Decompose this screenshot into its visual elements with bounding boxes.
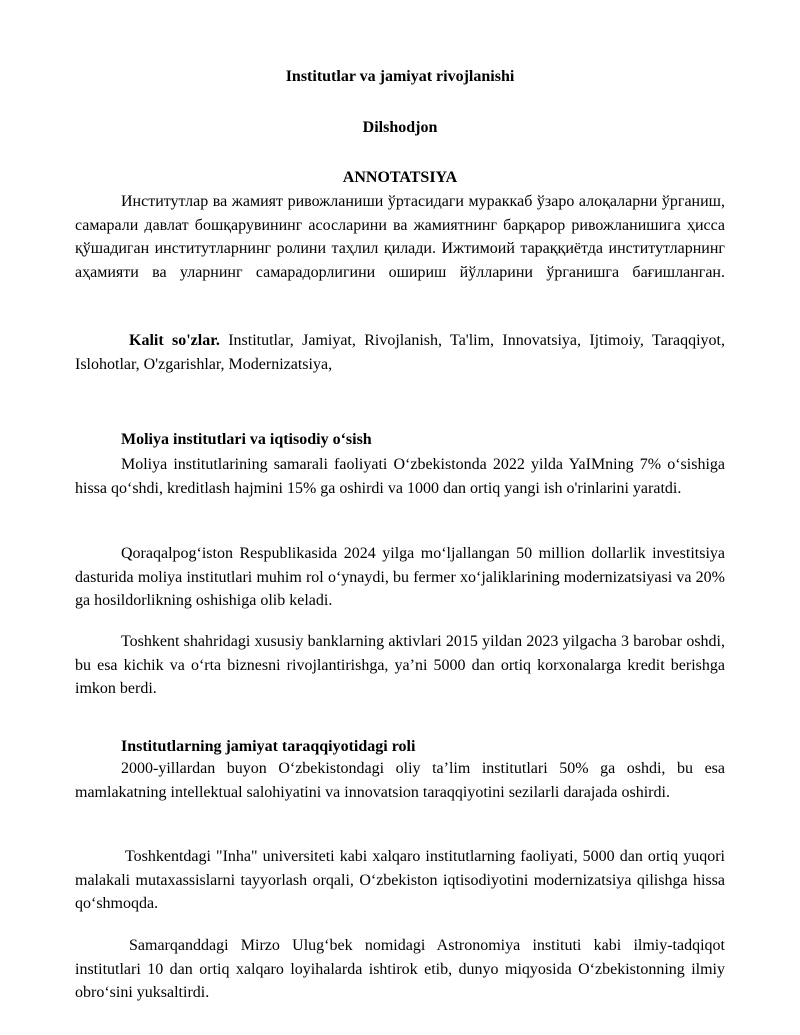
annotation-heading: ANNOTATSIYA xyxy=(342,169,458,186)
document-title: Institutlar va jamiyat rivojlanishi xyxy=(285,68,515,85)
author-name: Dilshodjon xyxy=(362,119,438,136)
keywords-list: Institutlar, Jamiyat, Rivojlanish, Ta'lim, Innovatsiya, Ijtimoiy, Taraqqiyot, Islohotlar, O'zgarishlar, Modernizatsiya, xyxy=(75,332,725,373)
section-heading-society: Institutlarning jamiyat taraqqiyotidagi roli xyxy=(121,738,416,755)
section-heading-finance: Moliya institutlari va iqtisodiy o‘sish xyxy=(121,431,372,448)
finance-paragraph-3: Toshkent shahridagi xususiy banklarning aktivlari 2015 yildan 2023 yilgacha 3 barobar oshdi, bu esa kichik va o‘rta biznesni rivojlantirishga, ya’ni 5000 dan ortiq korxonalarga kredit berishga imkon berdi. xyxy=(75,633,725,697)
society-paragraph-3: Samarqanddagi Mirzo Ulug‘bek nomidagi Astronomiya instituti kabi ilmiy-tadqiqot institutlari 10 dan ortiq xalqaro loyihalarda ishtirok etib, dunyo miqyosida O‘zbekistonning ilmiy obro‘sini yuksaltirdi. xyxy=(75,937,725,1001)
keywords-label: Kalit so'zlar. xyxy=(129,332,220,349)
society-paragraph-2: Toshkentdagi "Inha" universiteti kabi xalqaro institutlarning faoliyati, 5000 dan ortiq yuqori malakali mutaxassislarni tayyorlash orqali, O‘zbekiston iqtisodiyotini modernizatsiya qilishga hissa qo‘shmoqda. xyxy=(75,848,725,912)
keywords-paragraph xyxy=(75,329,725,376)
society-paragraph-1: 2000-yillardan buyon O‘zbekistondagi oliy ta’lim institutlari 50% ga oshdi, bu esa mamlakatning intellektual salohiyatini va innovatsion taraqqiyotini sezilarli darajada oshirdi. xyxy=(75,760,725,801)
finance-paragraph-1: Moliya institutlarining samarali faoliyati O‘zbekistonda 2022 yilda YaIMning 7% o‘sishiga hissa qo‘shdi, kreditlash hajmini 15% ga oshirdi va 1000 dan ortiq yangi ish o'rinlarini yaratdi. xyxy=(75,456,725,497)
finance-paragraph-2: Qoraqalpog‘iston Respublikasida 2024 yilga mo‘ljallangan 50 million dollarlik investitsiya dasturida moliya institutlari muhim rol o‘ynaydi, bu fermer xo‘jaliklarining modernizatsiyasi va 20% ga hosildorlikning oshishiga olib keladi. xyxy=(75,545,725,609)
annotation-text: Институтлар ва жамият ривожланиши ўртасидаги мураккаб ўзаро алоқаларни ўрганиш, самарали давлат бошқарувининг асосларини ва жамиятнинг барқарор ривожланишига ҳисса қўшадиган институтларнинг ролини таҳлил қилади. Ижтимоий тараққиётда институтларнинг аҳамияти ва уларнинг самарадорлигини ошириш йўлларини ўрганишга бағишланган. xyxy=(75,193,725,281)
